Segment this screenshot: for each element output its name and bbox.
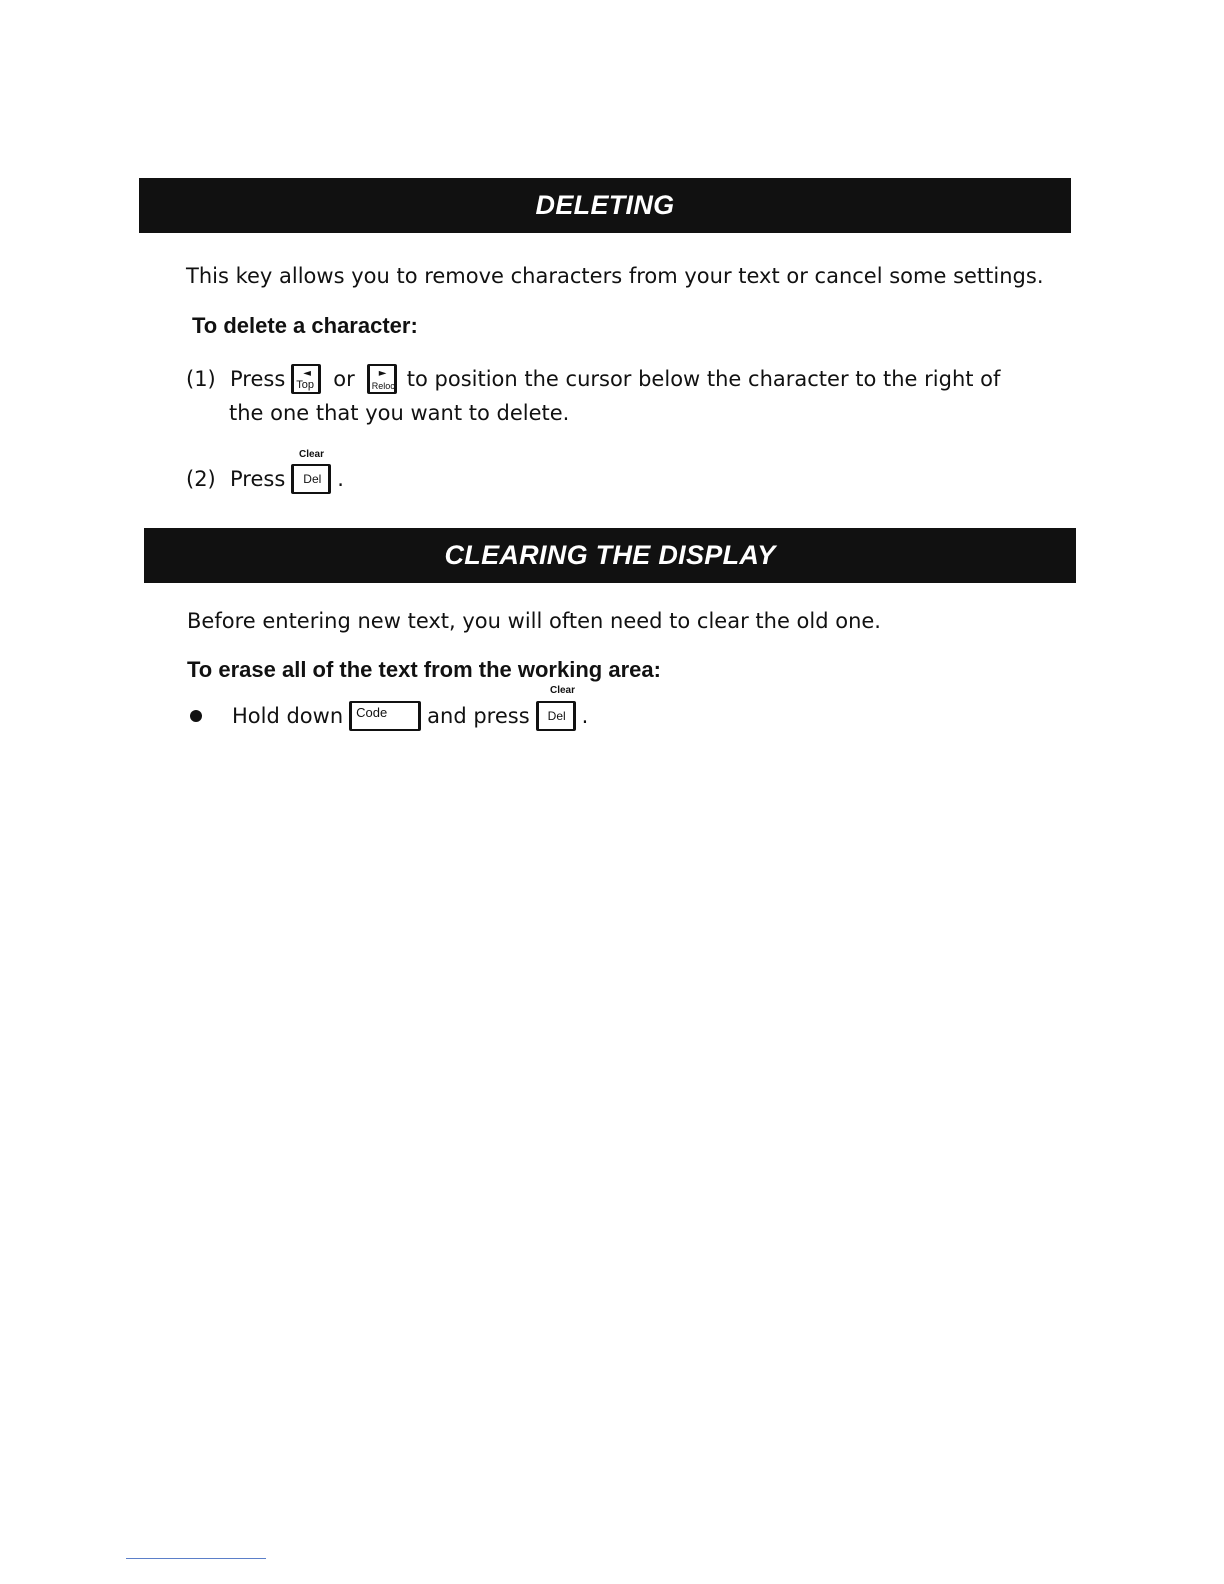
- key-label: Reloc: [371, 381, 395, 391]
- key-label: Del: [303, 472, 322, 486]
- reloc-key: [367, 364, 397, 394]
- clearing-intro: Before entering new text, you will often need to clear the old one.: [187, 609, 881, 633]
- deleting-subheading: To delete a character:: [192, 313, 418, 338]
- instruction-end: .: [581, 704, 589, 728]
- del-key: [536, 701, 576, 731]
- step-number: (1): [186, 367, 216, 391]
- instruction-and-press: and press: [427, 704, 530, 728]
- key-label: Top: [296, 379, 315, 391]
- step-1-continuation: the one that you want to delete.: [229, 401, 570, 425]
- bullet-icon: [190, 710, 202, 722]
- step-text-or: or: [333, 367, 355, 391]
- right-arrow-icon: ►: [378, 368, 387, 379]
- section-banner-clearing: [144, 528, 1076, 583]
- step-1: [186, 364, 1000, 394]
- code-key: [349, 701, 421, 731]
- clearing-subheading: To erase all of the text from the working area:: [187, 657, 661, 682]
- key-label: Code: [356, 705, 388, 720]
- step-number: (2): [186, 467, 216, 491]
- step-2: [186, 464, 344, 494]
- section-title: DELETING: [535, 190, 675, 220]
- deleting-intro: This key allows you to remove characters from your text or cancel some settings.: [186, 264, 1044, 288]
- bullet-instruction: [186, 701, 588, 731]
- del-key: [291, 464, 331, 494]
- step-text-press: Press: [230, 367, 286, 391]
- top-key: [291, 364, 321, 394]
- step-text-press: Press: [230, 467, 286, 491]
- instruction-hold: Hold down: [232, 704, 344, 728]
- step-text-end: .: [337, 467, 344, 491]
- footer-rule: [126, 1558, 266, 1559]
- section-banner-deleting: [139, 178, 1071, 233]
- key-label: Del: [547, 709, 566, 723]
- left-arrow-icon: ◄: [303, 368, 311, 379]
- section-title: CLEARING THE DISPLAY: [444, 540, 776, 570]
- clear-key-top-label: Clear: [550, 685, 576, 696]
- step-text-rest: to position the cursor below the character to the right of: [406, 367, 1001, 391]
- clear-key-top-label: Clear: [299, 449, 325, 460]
